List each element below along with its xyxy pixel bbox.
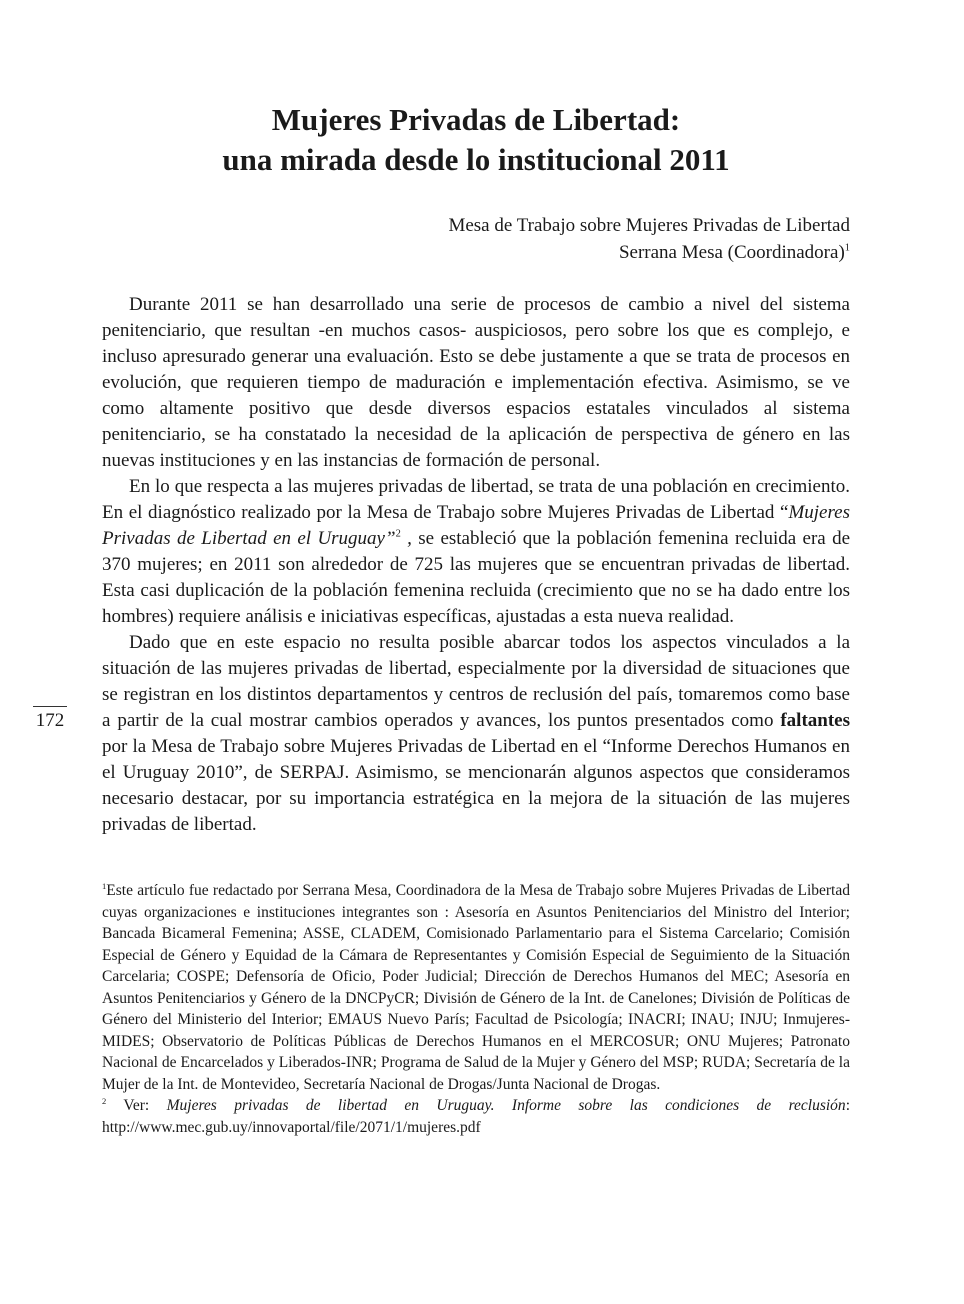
footnote-2-url: : http://www.mec.gub.uy/innovaportal/file/2071/1/mujeres.pdf xyxy=(102,1097,850,1136)
footnote-2 xyxy=(102,1095,850,1138)
page-title xyxy=(102,100,850,180)
paragraph-1: Durante 2011 se han desarrollado una serie de procesos de cambio a nivel del sistema penitenciario, que resultan -en muchos casos- auspiciosos, pero sobre los que es complejo, e incluso apresurado generar una evaluación. Esto se debe justamente a que se trata de procesos en evolución, que requieren tiempo de maduración e implementación efectiva. Asimismo, se ve como altamente positivo que desde diversos espacios estatales vinculados al sistema penitenciario, se ha constatado la necesidad de la aplicación de perspectiva de género en las nuevas instituciones y en las instancias de formación de personal. xyxy=(102,294,850,471)
paragraph-3-part-a: Dado que en este espacio no resulta posible abarcar todos los aspectos vinculados a la situación de las mujeres privadas de libertad, especialmente por la diversidad de situaciones que se registran en los distintos departamentos y centros de reclusión del país, tomaremos como base a partir de la cual mostrar cambios operados y avances, los puntos presentados como xyxy=(102,632,850,731)
title-line-2: una mirada desde lo institucional 2011 xyxy=(222,142,730,177)
footnote-2-title: Mujeres privadas de libertad en Uruguay. Informe sobre las condiciones de reclusión xyxy=(166,1097,846,1114)
footnote-1-number: 1 xyxy=(102,880,107,891)
paragraph-2-part-a: En lo que respecta a las mujeres privadas de libertad, se trata de una población en crecimiento. En el diagnóstico realizado por la Mesa de Trabajo sobre Mujeres Privadas de Libertad “ xyxy=(102,476,850,523)
paragraph-3-part-b: por la Mesa de Trabajo sobre Mujeres Privadas de Libertad en el “Informe Derechos Humanos en el Uruguay 2010”, de SERPAJ. Asimismo, se mencionarán algunos aspectos que consideramos necesario destacar, por su importancia estratégica en la mejora de la situación de las mujeres privadas de libertad. xyxy=(102,736,850,835)
page-number: 172 xyxy=(33,706,67,733)
footnote-ref-1: 1 xyxy=(844,242,850,254)
author-byline xyxy=(448,212,850,266)
faltantes-bold: faltantes xyxy=(780,710,850,731)
body-text xyxy=(102,292,850,838)
paragraph-3 xyxy=(102,630,850,838)
paragraph-2-comma: , xyxy=(400,528,412,549)
paragraph-2-part-b: se estableció que la población femenina recluida era de 370 mujeres; en 2011 son alrededor de 725 las mujeres que se encuentran privadas de libertad. Esta casi duplicación de la población femenina recluida (crecimiento que no se ha dado entre los hombres) requiere análisis e iniciativas específicas, ajustadas a esta nueva realidad. xyxy=(102,528,851,627)
footnote-1-text: Este artículo fue redactado por Serrana Mesa, Coordinadora de la Mesa de Trabajo sobre Mujeres Privadas de Libertad cuyas organizaciones e instituciones integrantes son : Asesoría en Asuntos Penitenciarios del Ministro del Interior; Bancada Bicameral Femenina; ASSE, CLADEM, Comisionado Parlamentario para el Sistema Carcelario; Comisión Especial de Género y Equidad de la Cámara de Representantes y Comisión Especial de Seguimiento de la Situación Carcelaria; COSPE; Defensoría de Oficio, Poder Judicial; Dirección de Derechos Humanos del MEC; Asesoría en Asuntos Penitenciarios y Género de la DNCPyCR; División de Género de la Int. de Canelones; División de Políticas de Género del Ministerio del Interior; EMAUS Nuevo París; Facultad de Psicología; INACRI; INAU; INJU; Inmujeres-MIDES; Observatorio de Políticas Públicas de Derechos Humanos en el MERCOSUR; ONU Mujeres; Patronato Nacional de Encarcelados y Liberados-INR; Programa de Salud de la Mujer y Género del MSP; RUDA; Secretaría de la Mujer de la Int. de Montevideo, Secretaría Nacional de Drogas/Junta Nacional de Drogas. xyxy=(102,882,850,1093)
paragraph-2 xyxy=(102,474,850,630)
footnote-2-number: 2 xyxy=(102,1095,107,1106)
footnote-1 xyxy=(102,880,850,1095)
footnote-ref-2: 2 xyxy=(395,528,401,540)
byline-author xyxy=(448,239,850,266)
title-line-1: Mujeres Privadas de Libertad: xyxy=(271,102,681,137)
footnote-2-label: Ver: xyxy=(106,1097,167,1114)
report-title-italic: Mujeres Privadas de Libertad en el Uruguay” xyxy=(102,502,850,549)
byline-organization: Mesa de Trabajo sobre Mujeres Privadas de Libertad xyxy=(448,215,850,236)
byline-author-name: Serrana Mesa (Coordinadora) xyxy=(618,242,845,263)
footnotes xyxy=(102,880,850,1138)
